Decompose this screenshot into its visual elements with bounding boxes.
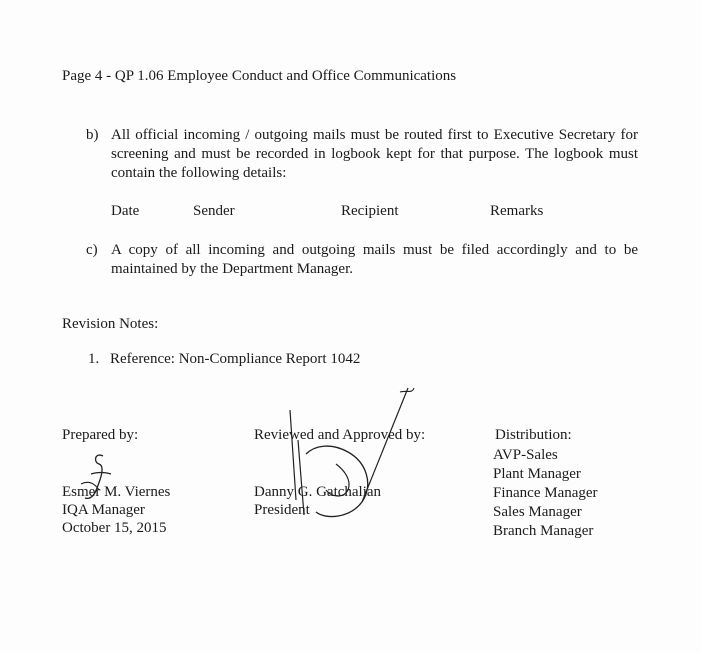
approved-by-label: Reviewed and Approved by: [254,427,426,443]
logbook-col-recipient: Recipient [341,203,399,219]
preparer-signature [55,448,125,508]
item-b-marker: b) [86,127,99,143]
distribution-item: Plant Manager [493,466,581,482]
distribution-item: Finance Manager [493,485,598,501]
distribution-item: Sales Manager [493,504,582,520]
prepared-by-date: October 15, 2015 [62,520,167,536]
approved-by-name: Danny G. Gatchalian [254,484,382,500]
item-b-text: All official incoming / outgoing mails must be routed first to Executive Secretary for screening and must be recorded in logbook kept for that purpose. The logbook must contain the following details: [111,127,638,181]
prepared-by-name: Esmer M. Viernes [62,484,171,500]
approved-by-title: President [254,502,310,518]
revision-note-text: Reference: Non-Compliance Report 1042 [110,351,361,367]
approver-signature [270,380,420,525]
prepared-by-title: IQA Manager [62,502,145,518]
prepared-by-label: Prepared by: [62,427,139,443]
distribution-label: Distribution: [495,427,572,443]
logbook-col-sender: Sender [193,203,235,219]
distribution-item: Branch Manager [493,523,594,539]
page-header-title: Page 4 - QP 1.06 Employee Conduct and Office Communications [62,68,457,84]
item-c-marker: c) [86,242,98,258]
revision-notes-heading: Revision Notes: [62,316,159,332]
item-c-text: A copy of all incoming and outgoing mails must be filed accordingly and to be maintained by the Department Manager. [111,242,638,277]
logbook-col-date: Date [111,203,140,219]
logbook-col-remarks: Remarks [490,203,544,219]
revision-note-number: 1. [88,351,100,367]
distribution-item: AVP-Sales [493,447,558,463]
